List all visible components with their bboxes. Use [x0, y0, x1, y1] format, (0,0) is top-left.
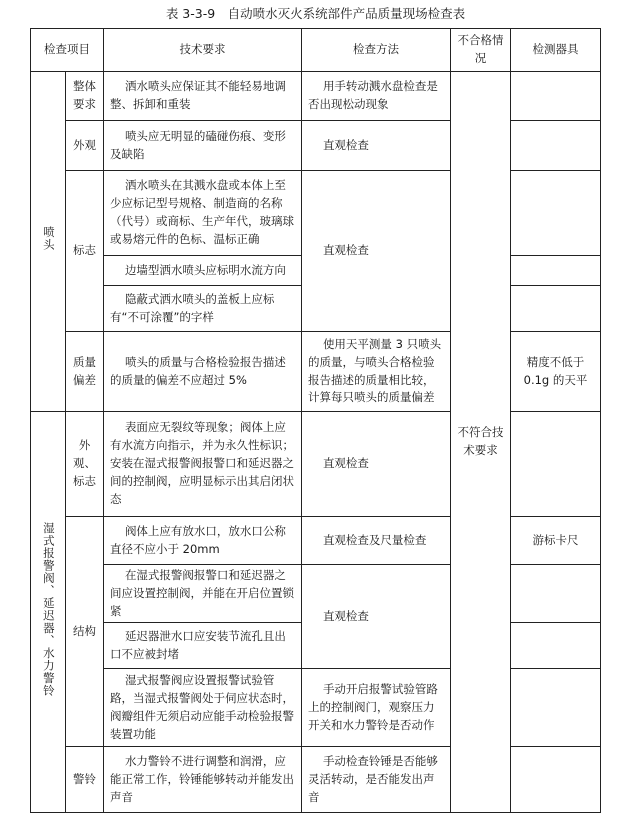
group-label: 湿式报警阀、延迟器、水力警铃 — [41, 521, 56, 697]
requirement-cell: 喷头应无明显的磕碰伤痕、变形及缺陷 — [104, 121, 302, 171]
method-cell: 用手转动溅水盘检查是否出现松动现象 — [302, 72, 451, 121]
table-row — [31, 412, 601, 517]
group-valve — [31, 412, 66, 813]
method-cell: 直观检查 — [302, 121, 451, 171]
method-cell: 手动检查铃锤是否能够灵活转动，是否能发出声音 — [302, 747, 451, 813]
sub-item: 外观、标志 — [66, 412, 104, 517]
instrument-cell: 游标卡尺 — [511, 517, 601, 565]
instrument-cell — [511, 72, 601, 121]
header-requirement: 技术要求 — [104, 29, 302, 72]
table-row — [31, 332, 601, 412]
instrument-cell: 精度不低于 0.1g 的天平 — [511, 332, 601, 412]
method-cell: 手动开启报警试验管路上的控制阀门，观察压力开关和水力警铃是否动作 — [302, 669, 451, 747]
header-instrument: 检测器具 — [511, 29, 601, 72]
table-row — [31, 565, 601, 623]
group-label: 喷头 — [41, 226, 56, 252]
instrument-cell — [511, 623, 601, 669]
method-cell: 直观检查 — [302, 171, 451, 332]
instrument-cell — [511, 747, 601, 813]
instrument-cell — [511, 565, 601, 623]
requirement-cell: 隐蔽式洒水喷头的盖板上应标有“不可涂覆”的字样 — [104, 286, 302, 332]
instrument-cell — [511, 669, 601, 747]
requirement-cell: 水力警铃不进行调整和润滑，应能正常工作，铃锤能够转动并能发出声音 — [104, 747, 302, 813]
sub-item: 警铃 — [66, 747, 104, 813]
sub-item: 标志 — [66, 171, 104, 332]
table-row — [31, 517, 601, 565]
sub-item: 外观 — [66, 121, 104, 171]
table-row — [31, 72, 601, 121]
requirement-cell: 阀体上应有放水口，放水口公称直径不应小于 20mm — [104, 517, 302, 565]
method-cell: 使用天平测量 3 只喷头的质量，与喷头合格检验报告描述的质量相比较，计算每只喷头的质量偏差 — [302, 332, 451, 412]
group-sprinkler — [31, 72, 66, 412]
instrument-cell — [511, 412, 601, 517]
table-caption: 表 3-3-9 自动喷水灭火系统部件产品质量现场检查表 — [165, 6, 466, 21]
sub-item: 质量偏差 — [66, 332, 104, 412]
header-method: 检查方法 — [302, 29, 451, 72]
sub-item: 整体要求 — [66, 72, 104, 121]
requirement-cell: 洒水喷头在其溅水盘或本体上至少应标记型号规格、制造商的名称（代号）或商标、生产年代，玻璃球或易熔元件的色标、温标正确 — [104, 171, 302, 256]
header-fail: 不合格情况 — [451, 29, 511, 72]
requirement-cell: 在湿式报警阀报警口和延迟器之间应设置控制阀，并能在开启位置锁紧 — [104, 565, 302, 623]
instrument-cell — [511, 286, 601, 332]
method-cell: 直观检查及尺量检查 — [302, 517, 451, 565]
instrument-cell — [511, 121, 601, 171]
requirement-cell: 表面应无裂纹等现象；阀体上应有水流方向指示，并为永久性标识；安装在湿式报警阀报警口和延迟器之间的控制阀，应明显标示出其启闭状态 — [104, 412, 302, 517]
sub-item: 结构 — [66, 517, 104, 747]
table-row — [31, 171, 601, 256]
requirement-cell: 湿式报警阀应设置报警试验管路，当湿式报警阀处于伺应状态时，阀瓣组件无须启动应能手动检验报警装置功能 — [104, 669, 302, 747]
method-cell: 直观检查 — [302, 565, 451, 669]
method-cell: 直观检查 — [302, 412, 451, 517]
requirement-cell: 喷头的质量与合格检验报告描述的质量的偏差不应超过 5% — [104, 332, 302, 412]
requirement-cell: 边墙型洒水喷头应标明水流方向 — [104, 256, 302, 286]
instrument-cell — [511, 256, 601, 286]
inspection-table — [30, 28, 601, 813]
fail-cell: 不符合技术要求 — [451, 72, 511, 813]
requirement-cell: 延迟器泄水口应安装节流孔且出口不应被封堵 — [104, 623, 302, 669]
header-row — [31, 29, 601, 72]
table-row — [31, 669, 601, 747]
table-row — [31, 747, 601, 813]
instrument-cell — [511, 171, 601, 256]
table-row — [31, 121, 601, 171]
header-item: 检查项目 — [31, 29, 104, 72]
requirement-cell: 洒水喷头应保证其不能轻易地调整、拆卸和重装 — [104, 72, 302, 121]
